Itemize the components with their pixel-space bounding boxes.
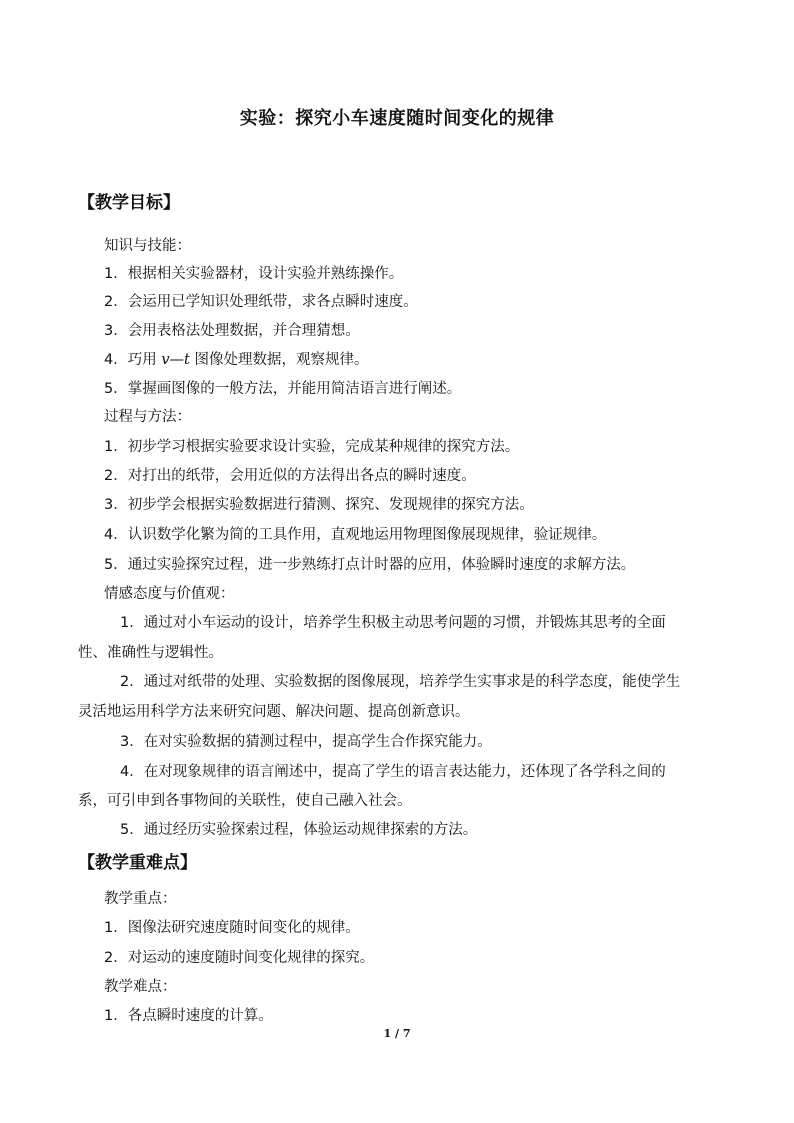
section-heading-objectives: 【教学目标】: [78, 193, 180, 213]
paragraph-line: 3．在对实验数据的猜测过程中，提高学生合作探究能力。: [120, 734, 492, 750]
vt-variable: v—t: [161, 352, 190, 368]
paragraph-line: 1．通过对小车运动的设计，培养学生积极主动思考问题的习惯，并锻炼其思考的全面: [120, 615, 666, 631]
subheading-process: 过程与方法：: [104, 409, 191, 425]
list-item: 3．会用表格法处理数据，并合理猜想。: [104, 323, 360, 339]
list-item: 5．掌握画图像的一般方法，并能用简洁语言进行阐述。: [104, 381, 462, 397]
subheading-knowledge: 知识与技能：: [104, 238, 191, 254]
list-item: 2．对运动的速度随时间变化规律的探究。: [104, 950, 375, 966]
paragraph-line: 灵活地运用科学方法来研究问题、解决问题、提高创新意识。: [78, 704, 470, 720]
paragraph-line: 性、准确性与逻辑性。: [78, 645, 223, 661]
list-item: 5．通过实验探究过程，进一步熟练打点计时器的应用，体验瞬时速度的求解方法。: [104, 557, 636, 573]
list-item: 1．根据相关实验器材，设计实验并熟练操作。: [104, 266, 404, 282]
list-item: 4．认识数学化繁为简的工具作用，直观地运用物理图像展现规律，验证规律。: [104, 527, 607, 543]
subheading-key: 教学重点：: [104, 891, 177, 907]
list-item: 2．对打出的纸带，会用近似的方法得出各点的瞬时速度。: [104, 468, 476, 484]
paragraph-line: 系，可引申到各事物间的关联性，使自己融入社会。: [78, 793, 412, 809]
list-item: 1．各点瞬时速度的计算。: [104, 1008, 273, 1024]
list-item: 3．初步学会根据实验数据进行猜测、探究、发现规律的探究方法。: [104, 497, 534, 513]
subheading-difficult: 教学难点：: [104, 979, 177, 995]
paragraph-line: 5．通过经历实验探索过程，体验运动规律探索的方法。: [120, 822, 478, 838]
list-item-prefix: 4．巧用: [104, 352, 162, 368]
section-heading-key-points: 【教学重难点】: [78, 853, 197, 873]
paragraph-line: 2．通过对纸带的处理、实验数据的图像展现，培养学生实事求是的科学态度，能使学生: [120, 674, 681, 690]
list-item-suffix: 图像处理数据，观察规律。: [189, 352, 369, 368]
page-number: 1 / 7: [383, 1027, 411, 1040]
subheading-emotion: 情感态度与价值观：: [104, 586, 235, 602]
list-item: 1．图像法研究速度随时间变化的规律。: [104, 920, 360, 936]
page-title: 实验：探究小车速度随时间变化的规律: [239, 108, 555, 129]
paragraph-line: 4．在对现象规律的语言阐述中，提高了学生的语言表达能力，还体现了各学科之间的: [120, 764, 666, 780]
list-item: 2．会运用已学知识处理纸带，求各点瞬时速度。: [104, 294, 418, 310]
list-item: [104, 348, 368, 369]
list-item: 1．初步学习根据实验要求设计实验，完成某种规律的探究方法。: [104, 439, 520, 455]
